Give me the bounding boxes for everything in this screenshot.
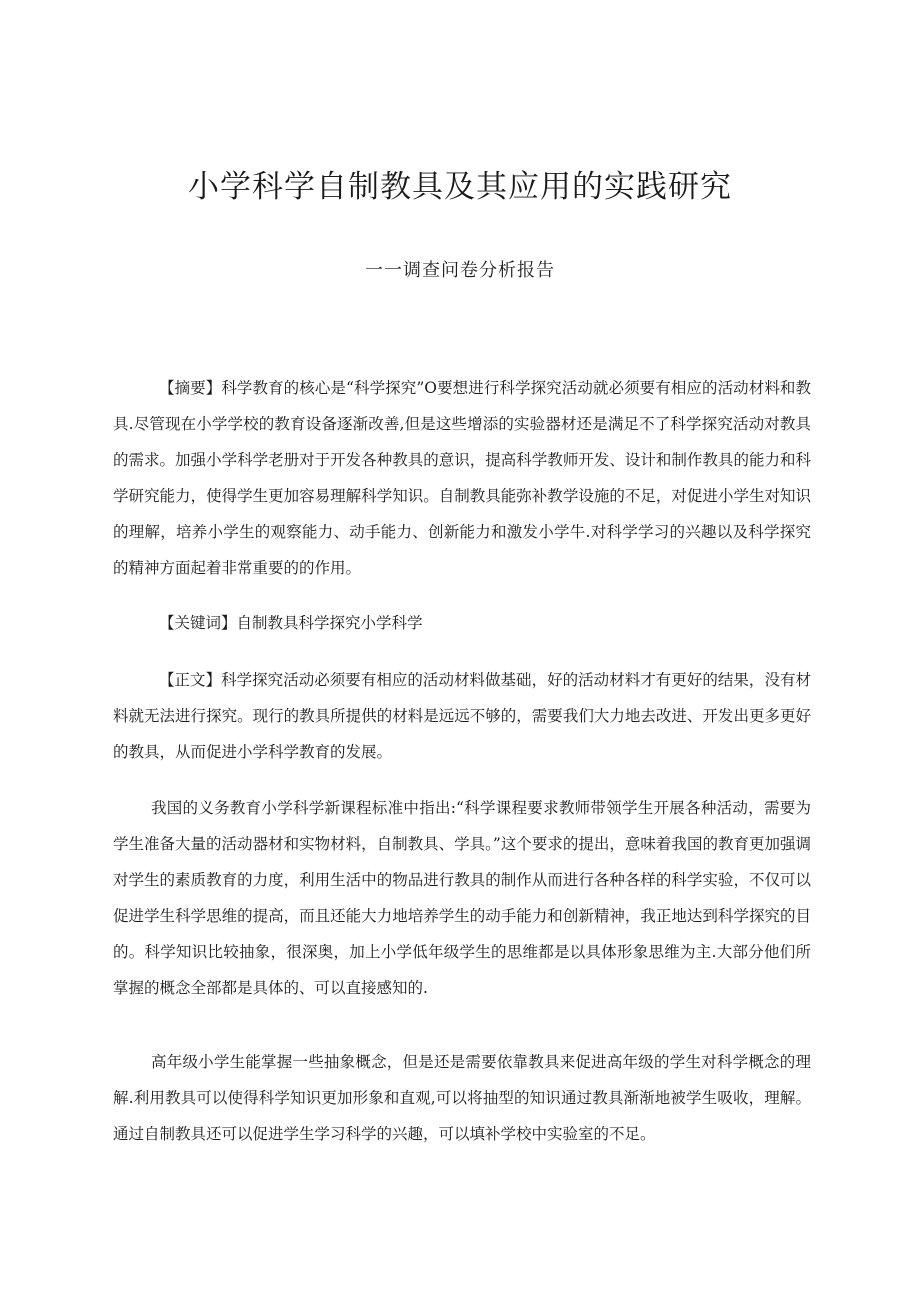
abstract-text: 科学教育的核心是“科学探究”O要想进行科学探究活动就必须要有相应的活动材料和教具.尽管现在小学学校的教育设备逐渐改善,但是这些增添的实验器材还是满足不了科学探究活动对教具的需求。加强小学科学老册对于开发各种教具的意识，提高科学教师开发、设计和制作教具的能力和科学研究能力，使得学生更加容易理解科学知识。自制教具能弥补教学设施的不足，对促进小学生对知识的理解，培养小学生的观察能力、动手能力、创新能力和激发小学牛.对科学学习的兴趣以及科学探究的精神方面起着非常重要的的作用。: [113, 379, 811, 577]
body-paragraph-2: 我国的义务教育小学科学新课程标准中指出:“科学课程要求教师带领学生开展各种活动，需要为学生准备大量的活动器材和实物材料，自制教具、学具。”这个要求的提出，意味着我国的教育更加强调对学生的素质教育的力度，利用生活中的物品进行教具的制作从而进行各种各样的科学实验，不仅可以促进学生科学思维的提高，而且还能大力地培养学生的动手能力和创新精神，我正地达到科学探究的目的。科学知识比较抽象，很深奥，加上小学低年级学生的思维都是以具体形象思维为主.大部分他们所掌握的概念全部都是具体的、可以直接感知的.: [113, 799, 811, 997]
abstract-paragraph: [113, 370, 811, 586]
keywords-paragraph: [113, 605, 811, 641]
document-subtitle: 一一调查问卷分析报告: [365, 260, 555, 281]
body-paragraph-1: [113, 662, 811, 770]
body-paragraph-3: 高年级小学生能掌握一些抽象概念，但是还是需要依靠教具来促进高年级的学生对科学概念的理解.利用教具可以使得科学知识更加形象和直观,可以将抽型的知识通过教具渐渐地被学生吸收，理解。通过自制教具还可以促进学生学习科学的兴趣，可以填补学校中实验室的不足。: [113, 1053, 811, 1143]
abstract-label: 【摘要】: [159, 379, 222, 397]
keywords-label: 【关键词】: [159, 614, 237, 632]
keywords-text: 自制教具科学探究小学科学: [236, 614, 423, 632]
body-text: 科学探究活动必须要有相应的活动材料做基础，好的活动材料才有更好的结果，没有材料就无法进行探究。现行的教具所提供的材料是远远不够的，需要我们大力地去改进、开发出更多更好的教具，从而促进小学科学教育的发展。: [113, 671, 811, 761]
body-label: 【正文】: [159, 671, 222, 689]
document-title: 小学科学自制教具及其应用的实践研究: [188, 169, 732, 205]
